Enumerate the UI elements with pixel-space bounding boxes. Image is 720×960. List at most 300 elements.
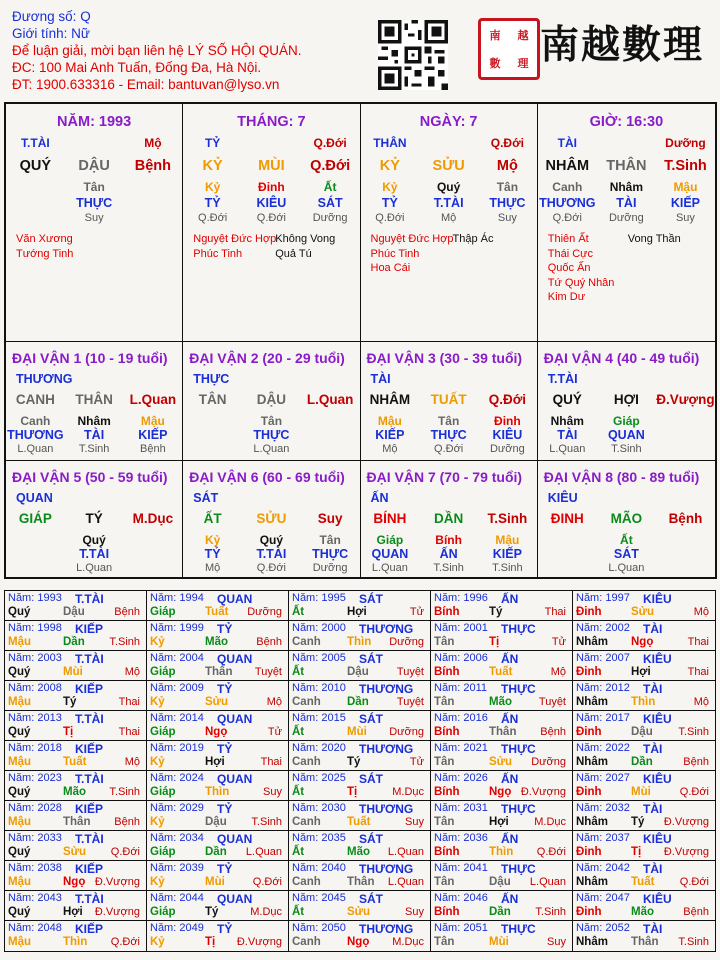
year-branch: Ngọ xyxy=(205,726,228,738)
year-branch: Dần xyxy=(489,906,511,918)
hidden-stem: Quý xyxy=(82,533,106,547)
year-god: THỰC xyxy=(501,622,536,636)
star-item: Tứ Quý Nhân xyxy=(547,276,615,289)
year-stage: Bệnh xyxy=(683,756,709,768)
pillar-cell[interactable] xyxy=(361,104,538,342)
pillar-hidden-gods xyxy=(6,196,182,210)
hidden-god: THƯƠNG xyxy=(7,428,64,442)
year-stem: Bính xyxy=(434,726,460,738)
year-stem: Bính xyxy=(434,846,460,858)
hidden-stem: Mậu xyxy=(495,533,520,547)
hidden-stage: Bệnh xyxy=(140,443,166,455)
year-stage: M.Dục xyxy=(250,906,282,918)
year-cell[interactable] xyxy=(289,591,431,621)
year-stage: Q.Đới xyxy=(679,786,709,798)
dai-van-hidden-gods xyxy=(361,547,537,561)
hidden-god: TÀI xyxy=(557,428,578,442)
year-branch: Mão xyxy=(631,906,654,918)
year-prefix: Năm: xyxy=(576,772,603,784)
dai-van-hidden-stages xyxy=(183,562,359,574)
pillar-cell[interactable] xyxy=(6,104,183,342)
dai-van-cell[interactable] xyxy=(361,461,538,577)
year-stem: Ất xyxy=(292,906,305,918)
year-label xyxy=(150,742,204,754)
year-cell[interactable] xyxy=(289,681,431,711)
pillar-branch: DẬU xyxy=(78,158,110,174)
year-cell[interactable] xyxy=(289,831,431,861)
year-branch: Sửu xyxy=(205,696,229,708)
year-stage: L.Quan xyxy=(387,876,424,888)
dai-van-branch: HỢI xyxy=(613,392,639,407)
year-number: 2024 xyxy=(179,772,204,784)
hidden-stem: Kỷ xyxy=(204,533,221,547)
year-cell[interactable] xyxy=(147,651,289,681)
year-prefix: Năm: xyxy=(292,622,319,634)
pillar-title: THÁNG: 7 xyxy=(237,114,306,130)
hidden-stem xyxy=(656,414,715,428)
year-stage: Tử xyxy=(409,756,424,768)
year-cell[interactable] xyxy=(5,831,147,861)
dai-van-cell[interactable] xyxy=(6,461,183,577)
year-branch: Thân xyxy=(631,936,659,948)
year-cell[interactable] xyxy=(289,801,431,831)
year-god: TÀI xyxy=(643,802,663,816)
year-stage: Đ.Vượng xyxy=(663,846,709,858)
year-stem: Quý xyxy=(8,726,31,738)
hidden-god: TỶ xyxy=(204,547,221,561)
year-stem: Kỷ xyxy=(150,816,165,828)
year-cell[interactable] xyxy=(147,741,289,771)
year-cell[interactable] xyxy=(5,591,147,621)
year-cell[interactable] xyxy=(573,711,715,741)
dai-van-god: TÀI xyxy=(370,372,391,386)
year-branch: Thân xyxy=(205,666,233,678)
year-stage: Dưỡng xyxy=(531,756,566,768)
year-branch: Ngọ xyxy=(347,936,370,948)
seal-char: 理 xyxy=(517,57,529,70)
year-cell[interactable] xyxy=(147,801,289,831)
year-stage: Tuyệt xyxy=(396,666,424,678)
year-prefix: Năm: xyxy=(150,892,177,904)
phone-email-line: ĐT: 1900.633316 - Email: bantuvan@lyso.vn xyxy=(12,77,280,92)
year-number: 2041 xyxy=(463,862,488,874)
year-stem: Mậu xyxy=(8,696,31,708)
year-prefix: Năm: xyxy=(434,862,461,874)
year-prefix: Năm: xyxy=(434,832,461,844)
dai-van-stage: M.Dục xyxy=(132,511,174,526)
year-cell[interactable] xyxy=(573,741,715,771)
hidden-god xyxy=(183,428,242,442)
year-cell[interactable] xyxy=(147,771,289,801)
pillar-hidden-stems xyxy=(6,180,182,194)
year-label xyxy=(292,622,346,634)
year-cell[interactable] xyxy=(289,891,431,921)
pillar-title: NGÀY: 7 xyxy=(419,114,478,130)
dai-van-stage: Suy xyxy=(317,511,343,526)
hidden-god: T.TÀI xyxy=(433,196,464,210)
hidden-stage: L.Quan xyxy=(76,562,113,574)
year-label xyxy=(8,922,62,934)
dai-van-hidden-gods xyxy=(6,547,182,561)
year-number: 2002 xyxy=(605,622,630,634)
year-label xyxy=(8,622,62,634)
hidden-stage: T.Sinh xyxy=(492,562,523,574)
year-number: 2029 xyxy=(179,802,204,814)
dai-van-cell[interactable] xyxy=(183,342,360,461)
hidden-god: THƯƠNG xyxy=(539,196,596,210)
dai-van-branch: MÃO xyxy=(610,511,643,526)
year-prefix: Năm: xyxy=(8,652,35,664)
year-branch: Mùi xyxy=(631,786,651,798)
year-cell[interactable] xyxy=(573,771,715,801)
star-item: Thập Ác xyxy=(452,233,494,245)
pillar-spacer xyxy=(597,136,656,150)
star-item: Phúc Tinh xyxy=(193,247,243,260)
pillar-stars-right xyxy=(453,232,494,247)
year-stem: Nhâm xyxy=(576,696,608,708)
year-number: 1998 xyxy=(37,622,62,634)
year-branch: Dần xyxy=(63,636,85,648)
year-label xyxy=(292,742,346,754)
year-branch: Thân xyxy=(63,816,91,828)
year-number: 2031 xyxy=(463,802,488,814)
hidden-stem: Giáp xyxy=(613,414,640,428)
year-stage: Tuyệt xyxy=(254,666,282,678)
hidden-stage: Q.Đới xyxy=(256,562,286,574)
year-cell[interactable] xyxy=(431,741,573,771)
year-cell[interactable] xyxy=(289,741,431,771)
year-stem: Mậu xyxy=(8,816,31,828)
year-prefix: Năm: xyxy=(434,772,461,784)
year-number: 2009 xyxy=(179,682,204,694)
dai-van-title: ĐẠI VẬN 4 (40 - 49 tuổi) xyxy=(543,350,700,366)
year-cell[interactable] xyxy=(147,681,289,711)
hidden-stem: Tân xyxy=(496,180,519,194)
red-seal-logo xyxy=(478,18,540,80)
hidden-stage: L.Quan xyxy=(253,443,290,455)
dai-van-god: KIÊU xyxy=(547,491,578,505)
year-stem: Kỷ xyxy=(150,696,165,708)
year-stage: T.Sinh xyxy=(251,816,282,828)
year-cell[interactable] xyxy=(5,861,147,891)
year-cell[interactable] xyxy=(573,651,715,681)
year-branch: Tị xyxy=(631,846,642,858)
year-cell[interactable] xyxy=(573,861,715,891)
year-stem: Canh xyxy=(292,696,321,708)
year-label xyxy=(434,682,487,694)
year-cell[interactable] xyxy=(147,591,289,621)
year-number: 2011 xyxy=(463,682,487,694)
year-prefix: Năm: xyxy=(576,922,603,934)
year-cell[interactable] xyxy=(431,831,573,861)
year-stem: Giáp xyxy=(150,846,176,858)
year-prefix: Năm: xyxy=(150,682,177,694)
year-cell[interactable] xyxy=(5,801,147,831)
year-cell[interactable] xyxy=(289,861,431,891)
year-label xyxy=(576,622,630,634)
year-number: 2017 xyxy=(605,712,630,724)
star-item: Kim Dư xyxy=(547,291,586,303)
year-cell[interactable] xyxy=(5,621,147,651)
year-label xyxy=(8,862,62,874)
year-cell[interactable] xyxy=(573,621,715,651)
year-prefix: Năm: xyxy=(150,772,177,784)
year-number: 2014 xyxy=(179,712,204,724)
year-number: 2013 xyxy=(37,712,62,724)
year-prefix: Năm: xyxy=(8,682,35,694)
year-stage: Mộ xyxy=(266,696,282,708)
year-stage: Dưỡng xyxy=(247,606,282,618)
year-cell[interactable] xyxy=(289,711,431,741)
pillar-hidden-stages xyxy=(361,212,537,224)
dai-van-stem: BÍNH xyxy=(373,511,407,526)
hidden-god xyxy=(124,196,183,210)
year-branch: Mão xyxy=(489,696,512,708)
year-branch: Mùi xyxy=(347,726,367,738)
year-number: 2034 xyxy=(179,832,204,844)
gender-line: Giới tính: Nữ xyxy=(12,26,90,41)
year-cell[interactable] xyxy=(289,771,431,801)
year-label xyxy=(8,712,62,724)
year-cell[interactable] xyxy=(5,771,147,801)
year-cell[interactable] xyxy=(431,681,573,711)
year-god: KIÊU xyxy=(643,832,672,846)
hidden-god xyxy=(6,547,65,561)
dai-van-hidden-stages xyxy=(361,562,537,574)
year-cell[interactable] xyxy=(289,621,431,651)
year-stem: Ất xyxy=(292,846,305,858)
year-cell[interactable] xyxy=(431,651,573,681)
pillar-hidden-stages xyxy=(538,212,715,224)
year-stem: Kỷ xyxy=(150,756,165,768)
year-number: 2006 xyxy=(463,652,488,664)
dai-van-hidden-stages xyxy=(538,562,715,574)
hidden-stem: Tân xyxy=(83,180,105,194)
year-prefix: Năm: xyxy=(150,832,177,844)
hidden-stage: L.Quan xyxy=(608,562,645,574)
year-stem: Tân xyxy=(434,636,455,648)
hidden-stem: Đinh xyxy=(494,414,521,428)
year-cell[interactable] xyxy=(5,711,147,741)
year-cell[interactable] xyxy=(431,711,573,741)
year-cell[interactable] xyxy=(5,741,147,771)
hidden-stem: Quý xyxy=(259,533,284,547)
dai-van-stem: QUÝ xyxy=(552,392,582,407)
year-cell[interactable] xyxy=(573,801,715,831)
star-item: Vong Thần xyxy=(627,233,681,245)
year-cell[interactable] xyxy=(147,831,289,861)
year-stage: Thai xyxy=(260,756,282,768)
year-label xyxy=(150,592,204,604)
hidden-stem: Ất xyxy=(323,180,337,194)
year-cell[interactable] xyxy=(289,651,431,681)
year-cell[interactable] xyxy=(147,921,289,951)
year-label xyxy=(150,652,204,664)
year-label xyxy=(150,832,204,844)
year-cell[interactable] xyxy=(147,891,289,921)
year-stage: Mộ xyxy=(124,756,140,768)
pillar-spacer xyxy=(242,136,301,150)
year-cell[interactable] xyxy=(431,621,573,651)
year-cell[interactable] xyxy=(431,801,573,831)
dai-van-hidden-stages xyxy=(6,562,182,574)
year-stage: M.Dục xyxy=(392,936,424,948)
pillar-top-god: TÀI xyxy=(557,136,577,150)
year-god: THƯƠNG xyxy=(359,742,414,756)
year-prefix: Năm: xyxy=(576,832,603,844)
year-cell[interactable] xyxy=(431,921,573,951)
dai-van-stem-row xyxy=(538,392,715,407)
year-cell[interactable] xyxy=(147,711,289,741)
year-cell[interactable] xyxy=(431,861,573,891)
hidden-god: TỶ xyxy=(204,196,221,210)
year-branch: Dậu xyxy=(205,816,227,828)
year-cell[interactable] xyxy=(573,831,715,861)
year-god: T.TÀI xyxy=(75,592,104,606)
hidden-stage: Dưỡng xyxy=(489,443,525,455)
hidden-stage: Suy xyxy=(497,212,517,224)
year-label xyxy=(434,712,488,724)
year-prefix: Năm: xyxy=(576,622,603,634)
dai-van-cell[interactable] xyxy=(6,342,183,461)
pillar-cell[interactable] xyxy=(183,104,360,342)
year-prefix: Năm: xyxy=(434,622,461,634)
year-cell[interactable] xyxy=(289,921,431,951)
pillar-stage: Mộ xyxy=(496,158,518,174)
year-cell[interactable] xyxy=(147,861,289,891)
year-prefix: Năm: xyxy=(150,592,177,604)
year-number: 2044 xyxy=(179,892,204,904)
year-number: 2001 xyxy=(463,622,488,634)
year-prefix: Năm: xyxy=(576,592,603,604)
hidden-god: QUAN xyxy=(371,547,409,561)
year-stage: Đ.Vượng xyxy=(520,786,566,798)
year-stage: Suy xyxy=(405,816,424,828)
dai-van-cell[interactable] xyxy=(538,461,715,577)
year-prefix: Năm: xyxy=(292,832,319,844)
year-branch: Tuất xyxy=(489,666,513,678)
year-prefix: Năm: xyxy=(576,682,603,694)
year-stage: Mộ xyxy=(693,696,709,708)
pillar-spacer xyxy=(419,136,478,150)
dai-van-cell[interactable] xyxy=(538,342,715,461)
year-label xyxy=(8,802,62,814)
year-god: TỶ xyxy=(217,802,233,816)
year-branch: Dậu xyxy=(63,606,85,618)
year-branch: Thìn xyxy=(205,786,230,798)
year-cell[interactable] xyxy=(5,891,147,921)
year-cell[interactable] xyxy=(431,771,573,801)
dai-van-title: ĐẠI VẬN 7 (70 - 79 tuổi) xyxy=(366,469,523,485)
hidden-stem: Đinh xyxy=(258,180,285,194)
pillar-top-god-row xyxy=(6,136,182,150)
year-label xyxy=(434,862,488,874)
dai-van-stem: ĐINH xyxy=(550,511,584,526)
year-number: 2019 xyxy=(179,742,204,754)
year-prefix: Năm: xyxy=(434,802,461,814)
year-number: 2048 xyxy=(37,922,62,934)
year-stage: Đ.Vượng xyxy=(94,876,140,888)
year-label xyxy=(150,772,204,784)
year-number: 2027 xyxy=(605,772,630,784)
pillar-hidden-stems xyxy=(361,180,537,194)
star-item: Không Vong xyxy=(275,233,336,245)
year-cell[interactable] xyxy=(5,921,147,951)
pillar-hidden-stages xyxy=(6,212,182,224)
year-prefix: Năm: xyxy=(434,742,461,754)
year-branch: Tị xyxy=(347,786,358,798)
dai-van-title: ĐẠI VẬN 6 (60 - 69 tuổi) xyxy=(189,469,345,485)
qr-code-icon[interactable] xyxy=(378,20,448,90)
year-label xyxy=(434,652,488,664)
year-cell[interactable] xyxy=(573,681,715,711)
year-branch: Mùi xyxy=(63,666,83,678)
hidden-stage: Dưỡng xyxy=(312,562,348,574)
year-god: KIÊU xyxy=(643,652,672,666)
pillar-cell[interactable] xyxy=(538,104,715,342)
hidden-stage xyxy=(6,562,65,574)
year-label xyxy=(292,802,346,814)
hidden-god xyxy=(538,547,597,561)
dai-van-cell[interactable] xyxy=(361,342,538,461)
year-number: 2051 xyxy=(463,922,488,934)
year-branch: Tý xyxy=(631,816,645,828)
year-branch: Thân xyxy=(347,876,375,888)
year-prefix: Năm: xyxy=(292,592,319,604)
year-cell[interactable] xyxy=(573,921,715,951)
year-stage: M.Dục xyxy=(534,816,566,828)
year-cell[interactable] xyxy=(5,681,147,711)
year-cell[interactable] xyxy=(431,891,573,921)
year-god: TỶ xyxy=(217,922,233,936)
pillar-stem: NHÂM xyxy=(545,158,590,174)
year-god: T.TÀI xyxy=(75,652,104,666)
year-cell[interactable] xyxy=(573,591,715,621)
star-item: Quốc Ấn xyxy=(547,262,591,274)
year-label xyxy=(292,772,346,784)
hidden-stem: Giáp xyxy=(376,533,404,547)
hidden-stage: Q.Đới xyxy=(198,212,228,224)
year-stem: Canh xyxy=(292,756,321,768)
year-number: 2037 xyxy=(605,832,630,844)
year-stage: Đ.Vượng xyxy=(94,906,140,918)
pillar-spacer xyxy=(65,136,124,150)
year-cell[interactable] xyxy=(147,621,289,651)
year-cell[interactable] xyxy=(573,891,715,921)
year-number: 1993 xyxy=(37,592,62,604)
year-cell[interactable] xyxy=(431,591,573,621)
pillar-branch: SỬU xyxy=(432,158,465,174)
year-stem: Bính xyxy=(434,786,460,798)
pillar-hidden-stems xyxy=(183,180,359,194)
hidden-god: T.TÀI xyxy=(79,547,110,561)
hidden-god: THỰC xyxy=(489,196,526,210)
dai-van-hidden-gods xyxy=(183,547,359,561)
year-branch: Mão xyxy=(347,846,370,858)
pillar-hidden-gods xyxy=(538,196,715,210)
year-label xyxy=(150,622,204,634)
hidden-stage: L.Quan xyxy=(549,443,586,455)
year-prefix: Năm: xyxy=(576,862,603,874)
hidden-stem xyxy=(6,533,65,547)
dai-van-cell[interactable] xyxy=(183,461,360,577)
year-god: T.TÀI xyxy=(75,772,104,786)
year-god: SÁT xyxy=(359,832,383,846)
year-stem: Quý xyxy=(8,906,31,918)
year-stem: Đinh xyxy=(576,906,602,918)
year-cell[interactable] xyxy=(5,651,147,681)
hidden-stage: Q.Đới xyxy=(256,212,286,224)
